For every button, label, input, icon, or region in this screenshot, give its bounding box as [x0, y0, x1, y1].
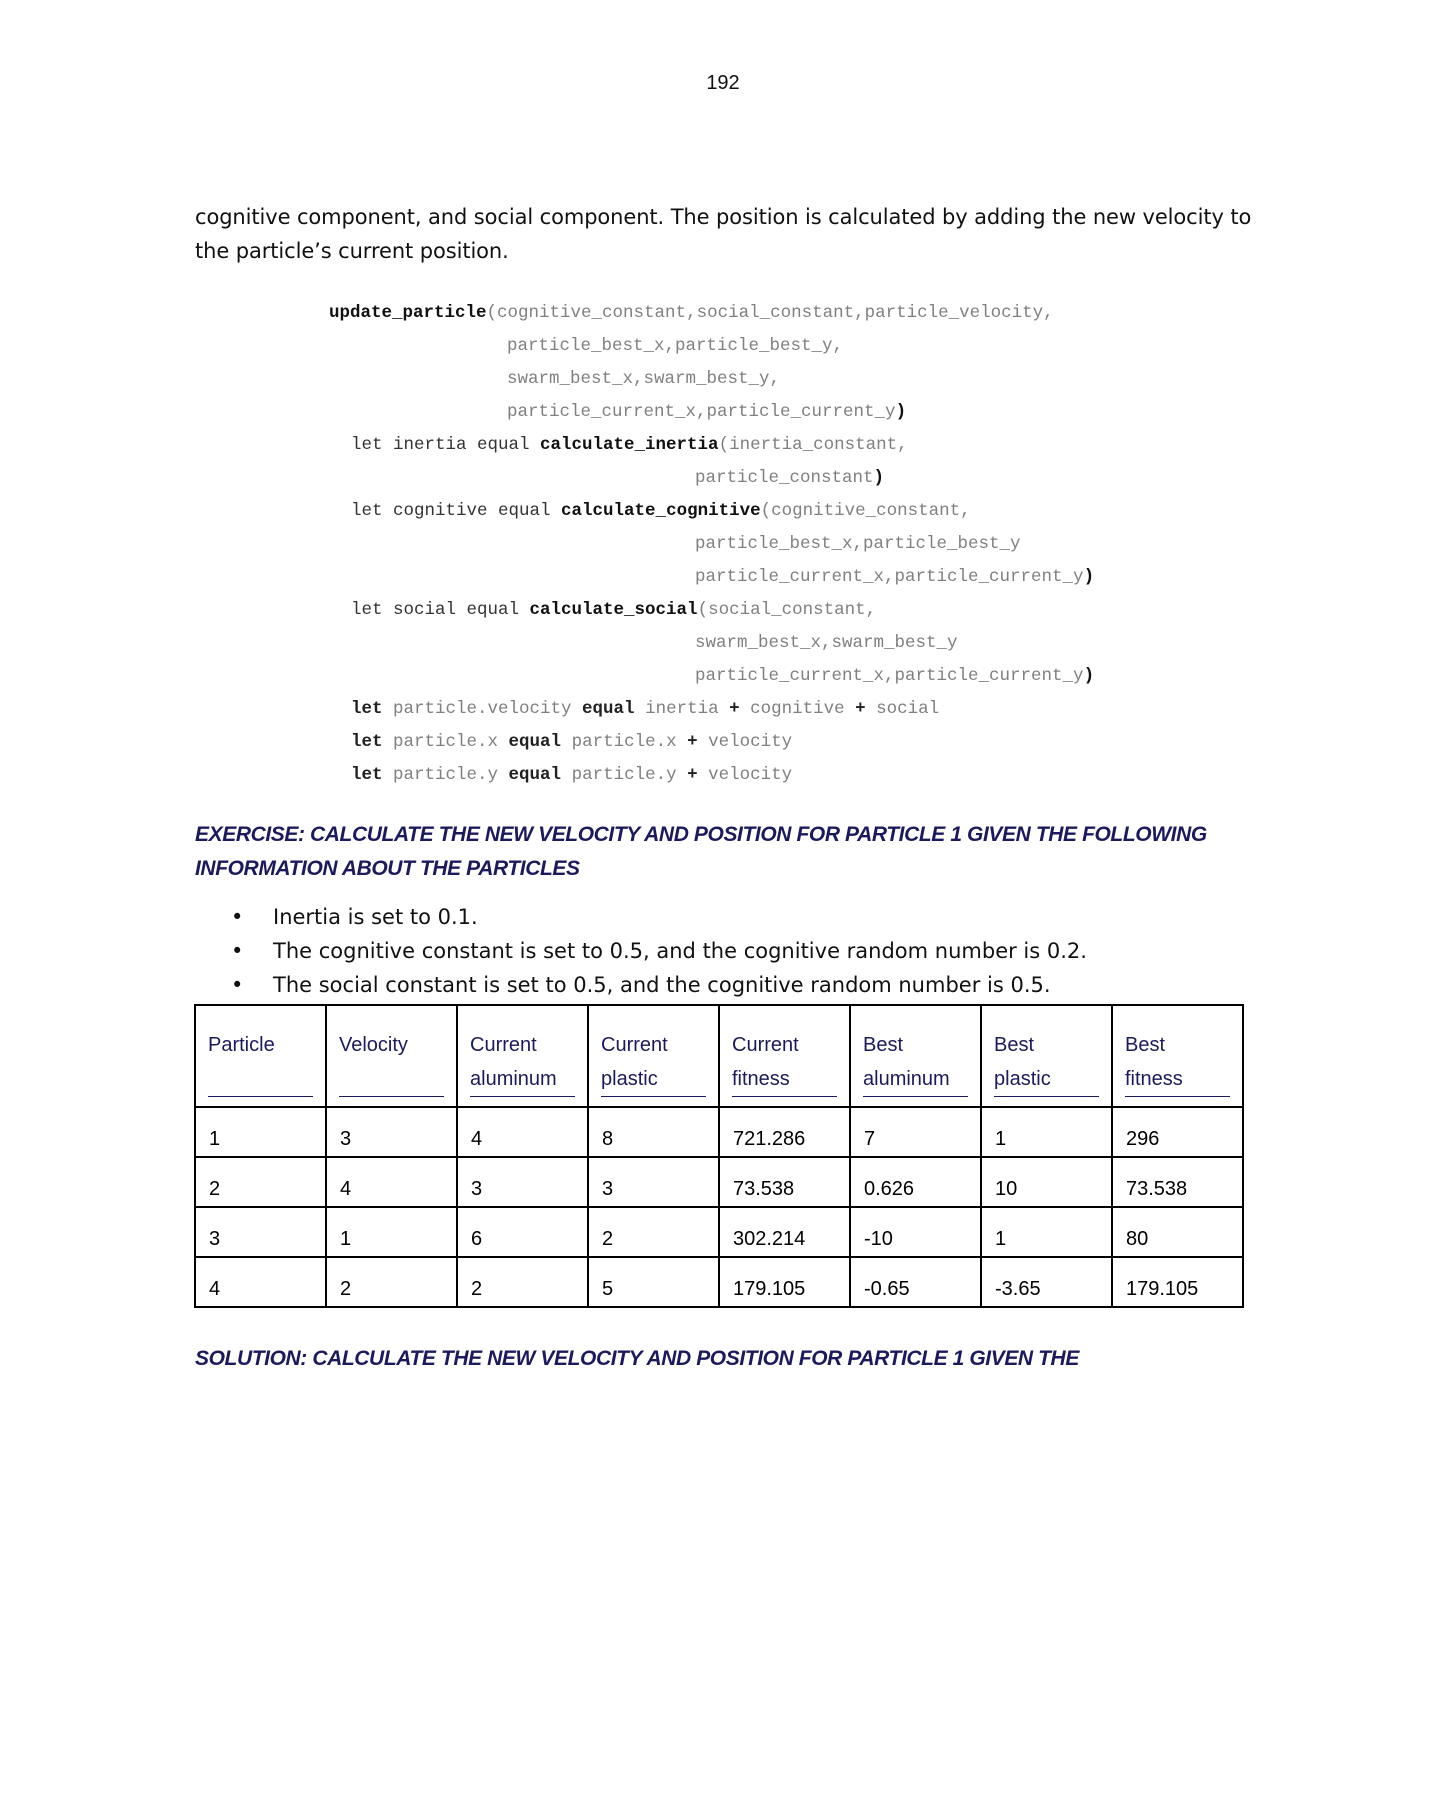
code-token: let [351, 699, 394, 719]
table-cell [195, 1207, 326, 1257]
table-header-row [195, 1005, 1243, 1107]
cell-value: 2 [209, 1178, 221, 1200]
cell-value: 179.105 [733, 1278, 806, 1300]
intro-paragraph: cognitive component, and social component. The position is calculated by adding the new velocity to the particle’s current position. [195, 205, 1252, 263]
header-particle [195, 1005, 326, 1107]
cell-value: 8 [602, 1128, 614, 1150]
table-cell [719, 1207, 850, 1257]
header-label: Current plastic [601, 1028, 706, 1097]
code-token: social [876, 699, 940, 719]
cell-value: 73.538 [1126, 1178, 1188, 1200]
code-token: + [855, 699, 877, 719]
cell-value: 4 [209, 1278, 221, 1300]
table-row [195, 1157, 1243, 1207]
code-token: calculate_social [529, 600, 698, 620]
table-cell [588, 1157, 719, 1207]
header-best-fitness [1112, 1005, 1243, 1107]
bullet-icon: • [231, 939, 244, 963]
header-label: Current aluminum [470, 1028, 575, 1097]
code-token: ) [895, 402, 907, 422]
exercise-bullet-list [195, 900, 1255, 1002]
cell-value: 1 [995, 1128, 1007, 1150]
code-token: particle_best_x,particle_best_y, [507, 336, 844, 356]
header-label: Velocity [339, 1028, 444, 1097]
exercise-heading: EXERCISE: CALCULATE THE NEW VELOCITY AND POSITION FOR PARTICLE 1 GIVEN THE FOLLOWING INFORMATION ABOUT THE PARTICLES [195, 823, 1207, 880]
table-cell [719, 1157, 850, 1207]
table-cell [719, 1257, 850, 1307]
code-token: calculate_inertia [540, 435, 719, 455]
header-velocity [326, 1005, 457, 1107]
code-line [329, 693, 1094, 726]
code-token: let cognitive equal [351, 501, 562, 521]
header-label: Particle [208, 1028, 313, 1097]
header-label: Best aluminum [863, 1028, 968, 1097]
code-token: let [351, 765, 394, 785]
cell-value: 296 [1126, 1128, 1160, 1150]
bullet-icon: • [231, 973, 244, 997]
code-line [329, 495, 1094, 528]
table-cell [457, 1107, 588, 1157]
table-cell [1112, 1107, 1243, 1157]
code-token: particle_current_x,particle_current_y [695, 567, 1084, 587]
code-token: particle_current_x,particle_current_y [507, 402, 896, 422]
bullet-text: The cognitive constant is set to 0.5, and the cognitive random number is 0.2. [273, 939, 1087, 963]
header-label: Current fitness [732, 1028, 837, 1097]
code-line [329, 594, 1094, 627]
cell-value: 73.538 [733, 1178, 795, 1200]
table-cell [326, 1157, 457, 1207]
table-cell [1112, 1207, 1243, 1257]
code-token: calculate_cognitive [561, 501, 761, 521]
code-token: update_particle [329, 303, 487, 323]
cell-value: -0.65 [864, 1278, 910, 1300]
cell-value: 721.286 [733, 1128, 806, 1150]
code-token: cognitive [750, 699, 856, 719]
header-current-fitness [719, 1005, 850, 1107]
bullet-item [195, 900, 1255, 934]
code-token: let [351, 732, 394, 752]
cell-value: 0.626 [864, 1178, 915, 1200]
cell-value: 3 [602, 1178, 614, 1200]
cell-value: 2 [602, 1228, 614, 1250]
code-line [329, 561, 1094, 594]
table-cell [850, 1107, 981, 1157]
code-token: particle.y [571, 765, 688, 785]
header-best-aluminum [850, 1005, 981, 1107]
code-token: (cognitive_constant, [760, 501, 971, 521]
code-line [329, 363, 1094, 396]
bullet-item [195, 934, 1255, 968]
cell-value: 4 [471, 1128, 483, 1150]
code-line [329, 627, 1094, 660]
code-line [329, 726, 1094, 759]
code-token: particle.x [571, 732, 688, 752]
code-token: particle_current_x,particle_current_y [695, 666, 1084, 686]
bullet-text: Inertia is set to 0.1. [273, 905, 478, 929]
code-token: equal [582, 699, 646, 719]
cell-value: 2 [340, 1278, 352, 1300]
table-cell [850, 1257, 981, 1307]
page-number: 192 [706, 72, 740, 94]
code-token: velocity [708, 765, 793, 785]
solution-heading: SOLUTION: CALCULATE THE NEW VELOCITY AND POSITION FOR PARTICLE 1 GIVEN THE [195, 1347, 1079, 1370]
particle-table [194, 1004, 1244, 1308]
table-cell [1112, 1157, 1243, 1207]
header-label: Best fitness [1125, 1028, 1230, 1097]
cell-value: 302.214 [733, 1228, 806, 1250]
table-cell [195, 1107, 326, 1157]
table-row [195, 1207, 1243, 1257]
code-token: swarm_best_x,swarm_best_y, [507, 369, 781, 389]
cell-value: 1 [995, 1228, 1007, 1250]
table-cell [457, 1157, 588, 1207]
code-line [329, 528, 1094, 561]
code-token: ) [1083, 666, 1095, 686]
table-cell [981, 1157, 1112, 1207]
table-cell [850, 1157, 981, 1207]
bullet-icon: • [231, 905, 244, 929]
table-cell [195, 1157, 326, 1207]
table-cell [195, 1257, 326, 1307]
cell-value: 1 [209, 1128, 221, 1150]
code-line [329, 429, 1094, 462]
code-line [329, 660, 1094, 693]
table-cell [981, 1207, 1112, 1257]
table-cell [588, 1107, 719, 1157]
table-cell [588, 1257, 719, 1307]
table-cell [981, 1257, 1112, 1307]
code-token: inertia [645, 699, 730, 719]
code-line [329, 462, 1094, 495]
code-token: equal [508, 765, 572, 785]
cell-value: 1 [340, 1228, 352, 1250]
table-cell [326, 1107, 457, 1157]
cell-value: 4 [340, 1178, 352, 1200]
code-line [329, 297, 1094, 330]
code-line [329, 330, 1094, 363]
code-token: let social equal [351, 600, 530, 620]
table-cell [981, 1107, 1112, 1157]
bullet-text: The social constant is set to 0.5, and the cognitive random number is 0.5. [273, 973, 1051, 997]
code-token: particle.x [393, 732, 509, 752]
header-current-aluminum [457, 1005, 588, 1107]
table-cell [588, 1207, 719, 1257]
cell-value: 3 [209, 1228, 221, 1250]
code-token: + [729, 699, 751, 719]
cell-value: 3 [471, 1178, 483, 1200]
cell-value: 7 [864, 1128, 876, 1150]
code-token: let inertia equal [351, 435, 541, 455]
code-line [329, 759, 1094, 792]
cell-value: 3 [340, 1128, 352, 1150]
bullet-item [195, 968, 1255, 1002]
header-best-plastic [981, 1005, 1112, 1107]
code-token: swarm_best_x,swarm_best_y [695, 633, 958, 653]
code-token: ) [873, 468, 885, 488]
code-token: (cognitive_constant,social_constant,particle_velocity, [486, 303, 1054, 323]
table-cell [850, 1207, 981, 1257]
table-row [195, 1257, 1243, 1307]
code-token: particle_best_x,particle_best_y [695, 534, 1021, 554]
code-token: + [687, 765, 709, 785]
code-token: particle_constant [695, 468, 874, 488]
cell-value: 10 [995, 1178, 1018, 1200]
table-cell [326, 1207, 457, 1257]
code-token: ) [1083, 567, 1095, 587]
cell-value: 5 [602, 1278, 614, 1300]
code-line [329, 396, 1094, 429]
table-cell [457, 1257, 588, 1307]
table-cell [1112, 1257, 1243, 1307]
header-current-plastic [588, 1005, 719, 1107]
code-token: + [687, 732, 709, 752]
header-label: Best plastic [994, 1028, 1099, 1097]
table-cell [326, 1257, 457, 1307]
pseudocode-block [329, 297, 1094, 792]
code-token: equal [508, 732, 572, 752]
code-token: (inertia_constant, [718, 435, 908, 455]
cell-value: 179.105 [1126, 1278, 1199, 1300]
table-cell [719, 1107, 850, 1157]
table-cell [457, 1207, 588, 1257]
code-token: particle.velocity [393, 699, 583, 719]
cell-value: -3.65 [995, 1278, 1041, 1300]
cell-value: 80 [1126, 1228, 1149, 1250]
cell-value: 6 [471, 1228, 483, 1250]
cell-value: -10 [864, 1228, 893, 1250]
code-token: particle.y [393, 765, 509, 785]
code-token: (social_constant, [697, 600, 877, 620]
table-row [195, 1107, 1243, 1157]
code-token: velocity [708, 732, 793, 752]
cell-value: 2 [471, 1278, 483, 1300]
